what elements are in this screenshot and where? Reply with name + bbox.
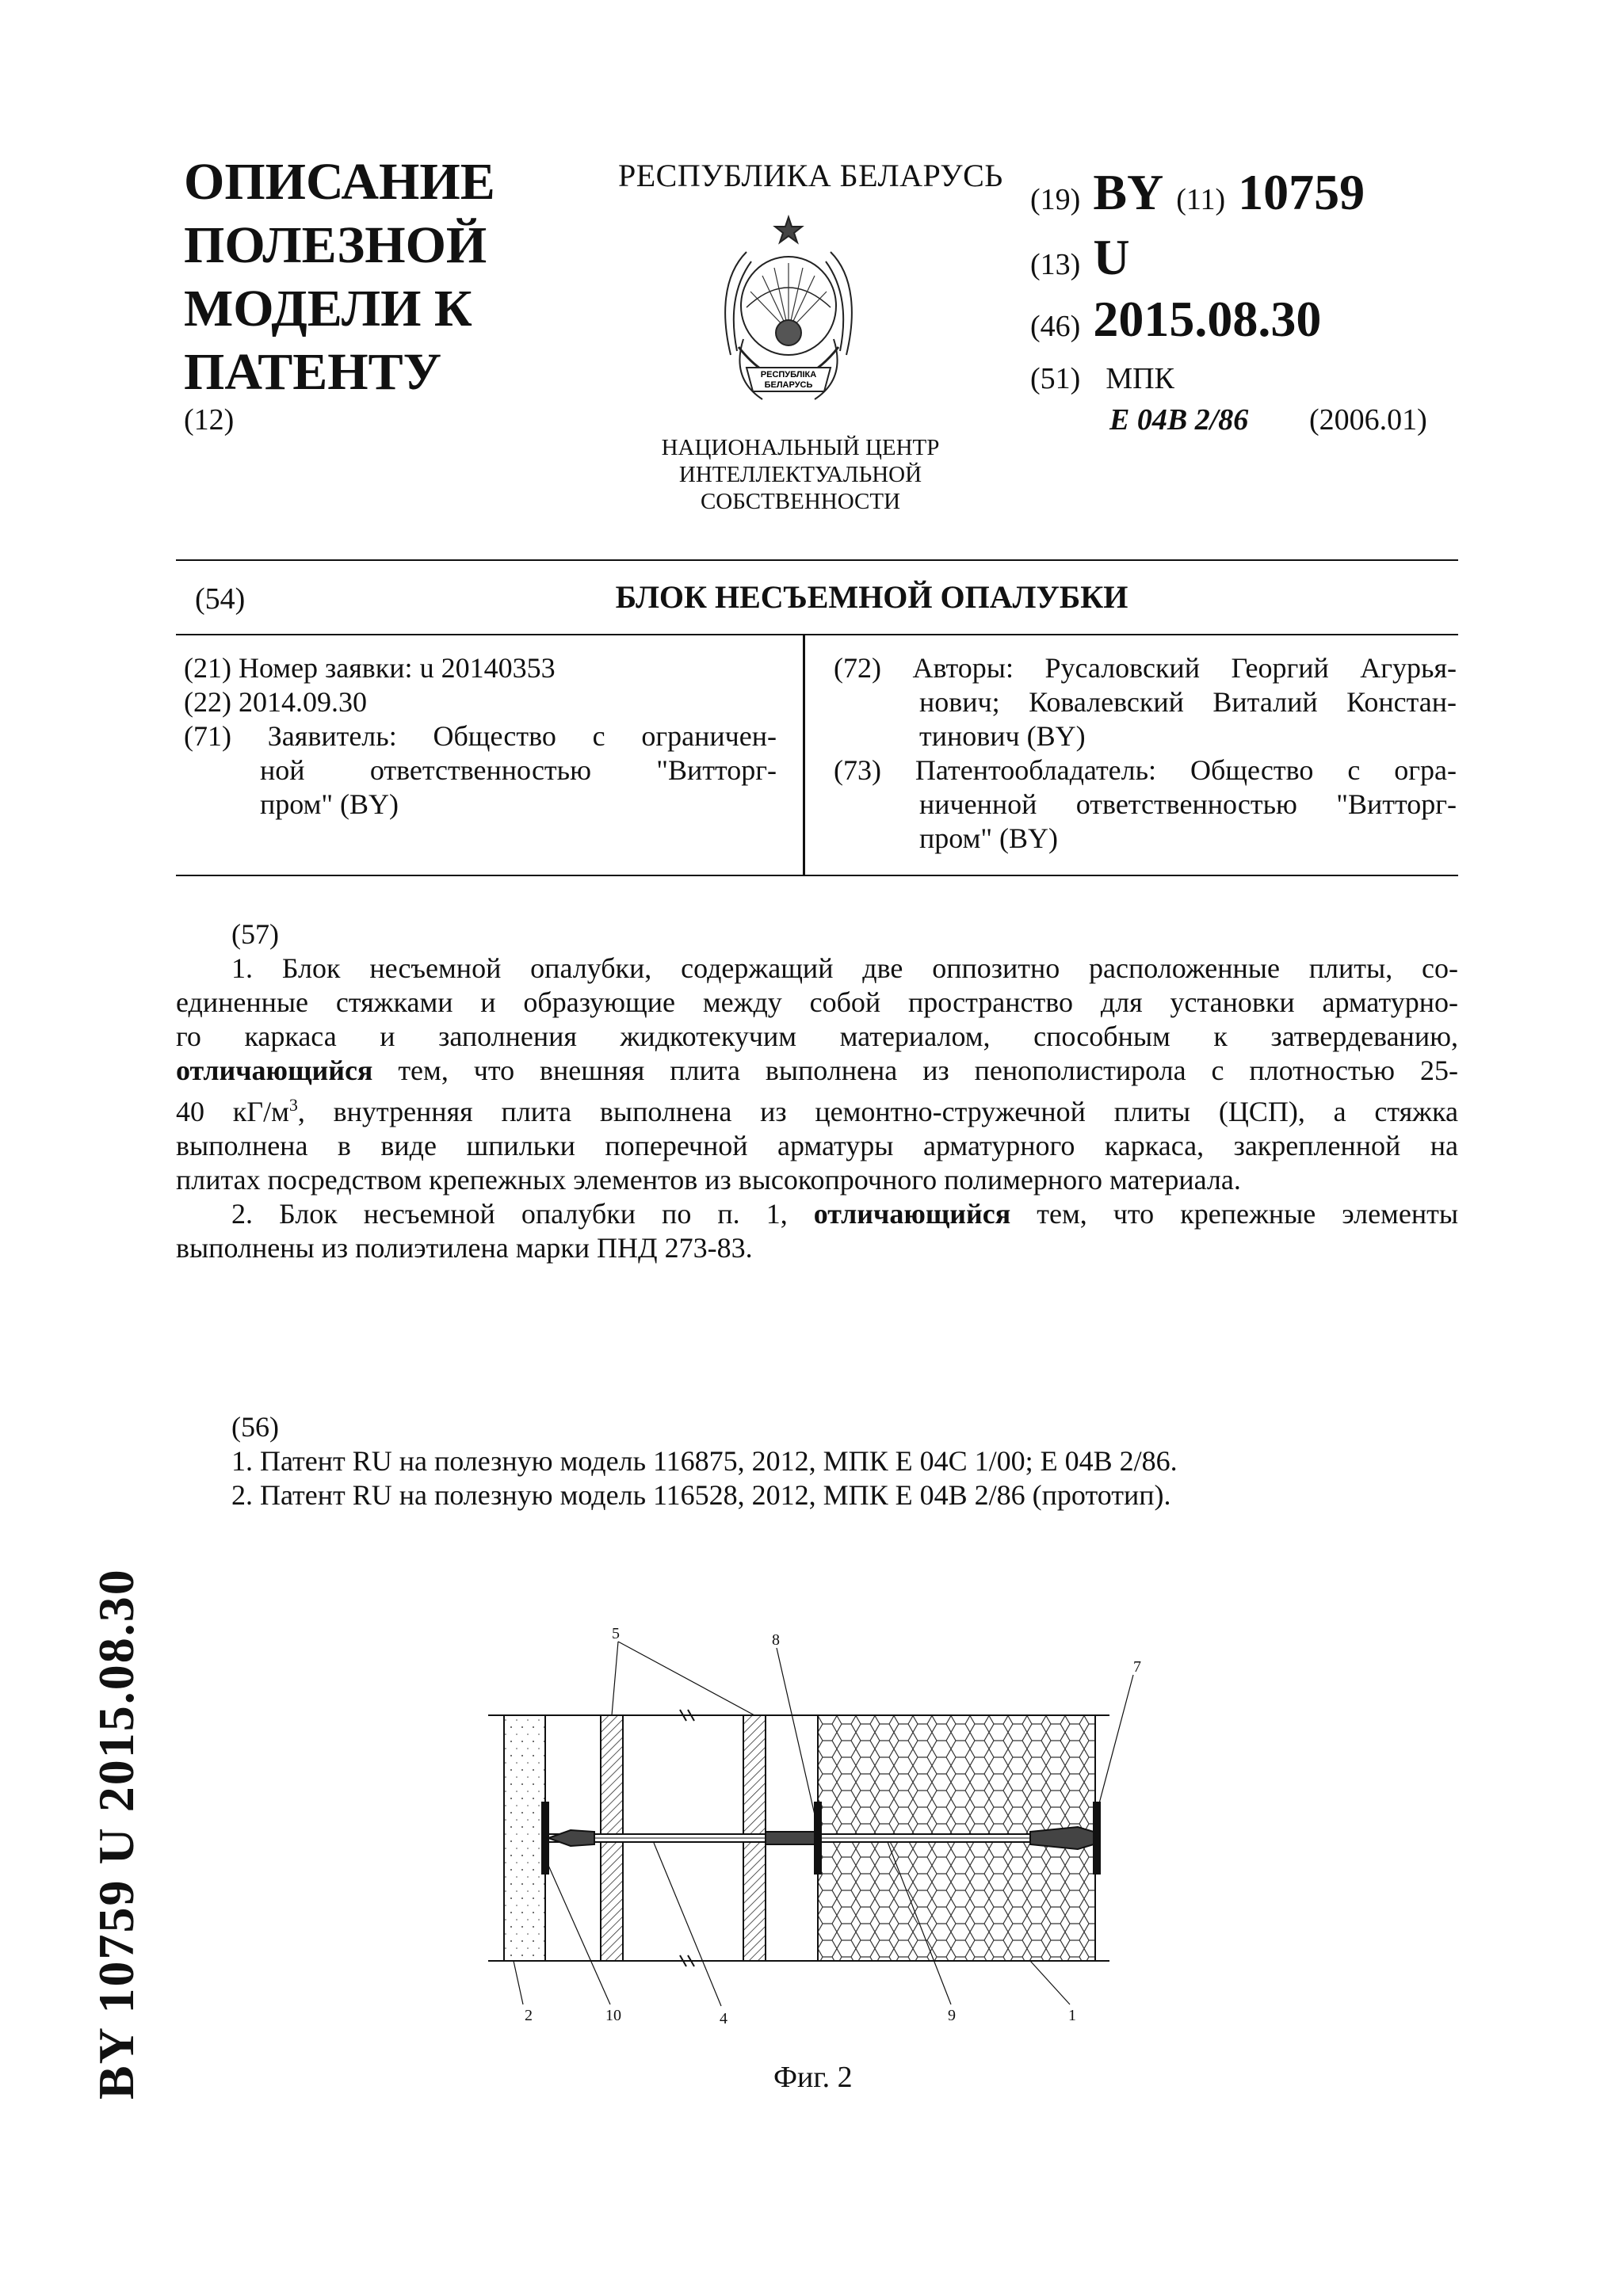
claim-1-line: выполнена в виде шпильки поперечной арматуры арматурного каркаса, закрепленной на [176, 1130, 1458, 1161]
figure-label: 9 [948, 2007, 956, 2024]
state-emblem [715, 212, 862, 423]
title-line: ПАТЕНТУ [184, 343, 442, 401]
biblio-line: (73) Патентообладатель: Общество с огра- [834, 754, 1457, 786]
leader-line [514, 1961, 523, 2004]
leader-line [1030, 1961, 1070, 2004]
references-code: (56) [231, 1411, 279, 1443]
reference-item: 1. Патент RU на полезную модель 116875, 2012, МПК E 04C 1/00; E 04B 2/86. [231, 1445, 1178, 1477]
code-19: (19) [1030, 183, 1081, 216]
claim-1-density: 40 кГ/м [176, 1096, 289, 1127]
title-line: ПОЛЕЗНОЙ [184, 216, 487, 274]
biblio-bottom-rule [176, 875, 1458, 876]
id-row-51 [1030, 361, 1174, 396]
code-13: (13) [1030, 248, 1081, 281]
biblio-line: нович; Ковалевский Виталий Констан- [919, 686, 1457, 718]
fastener [1094, 1802, 1100, 1874]
kind-code: U [1093, 229, 1130, 285]
biblio-line: (72) Авторы: Русаловский Георгий Агурья- [834, 652, 1457, 684]
claim-1-line [176, 1054, 1458, 1088]
code-54: (54) [195, 582, 246, 616]
claim-1-text: , внутренняя плита выполнена из цемонтно-стружечной плиты (ЦСП), а стяжка [297, 1096, 1458, 1127]
emblem-text-line: РЕСПУБЛІКА [760, 370, 817, 379]
claim-1-line: 1. Блок несъемной опалубки, содержащий две оппозитно расположенные плиты, со- [231, 952, 1458, 984]
claims-section [176, 917, 1458, 1265]
figure-label: 7 [1133, 1658, 1141, 1676]
biblio-line: (71) Заявитель: Общество с ограничен- [184, 720, 777, 752]
document-title [184, 151, 564, 404]
biblio-line: тинович (BY) [919, 720, 1086, 752]
center-line: ИНТЕЛЛЕКТУАЛЬНОЙ [678, 462, 922, 487]
center-line: СОБСТВЕННОСТИ [700, 489, 901, 514]
code-51: (51) [1030, 362, 1081, 395]
leader-line [777, 1648, 818, 1829]
figure-label: 10 [605, 2007, 621, 2024]
biblio-line: ной ответственностью "Витторг- [260, 754, 777, 786]
claim-2-text: тем, что крепежные элементы [1010, 1198, 1458, 1230]
figure-label: 1 [1068, 2007, 1076, 2024]
claim-2-line: выполнены из полиэтилена марки ПНД 273-83. [176, 1232, 753, 1264]
fastener-head [1030, 1827, 1094, 1849]
claim-2-keyword: отличающийся [813, 1198, 1011, 1230]
top-rule [176, 559, 1458, 561]
side-label: BY 10759 U 2015.08.30 [88, 1568, 144, 2100]
reference-item: 2. Патент RU на полезную модель 116528, 2012, МПК E 04B 2/86 (прототип). [231, 1479, 1171, 1511]
figure-label: 5 [612, 1625, 620, 1642]
title-line: ОПИСАНИЕ [184, 153, 495, 211]
biblio-line: (21) Номер заявки: u 20140353 [184, 652, 556, 684]
leader-line [612, 1642, 618, 1715]
fastener-head [548, 1830, 594, 1846]
claim-1-line: го каркаса и заполнения жидкотекучим материалом, способным к затвердеванию, [176, 1020, 1458, 1052]
claim-1-line: единенные стяжками и образующие между собой пространство для установки арматурно- [176, 986, 1458, 1018]
title-rule [176, 634, 1458, 635]
claim-2-text: 2. Блок несъемной опалубки по п. 1, [231, 1198, 814, 1230]
mpk-code: E 04B 2/86 [1109, 403, 1249, 437]
claim-1-superscript: 3 [288, 1095, 298, 1115]
mpk-year: (2006.01) [1309, 403, 1427, 437]
code-11: (11) [1176, 183, 1226, 216]
biblio-line: пром" (BY) [919, 822, 1059, 854]
center-line: НАЦИОНАЛЬНЫЙ ЦЕНТР [661, 435, 940, 460]
biblio-line: пром" (BY) [260, 788, 399, 820]
republic-name: РЕСПУБЛИКА БЕЛАРУСЬ [618, 158, 1003, 193]
figure-label: 2 [525, 2007, 533, 2024]
biblio-right [834, 651, 1457, 856]
biblio-line: ниченной ответственностью "Витторг- [919, 788, 1457, 820]
fastener [815, 1802, 821, 1874]
title-line: МОДЕЛИ К [184, 280, 472, 338]
code-46: (46) [1030, 310, 1081, 343]
fastener-head [766, 1832, 815, 1844]
code-12: (12) [184, 403, 235, 437]
figure-label: 8 [772, 1631, 780, 1649]
references-section [176, 1410, 1458, 1512]
biblio-left [184, 651, 777, 822]
claim-1-line [176, 1088, 1458, 1129]
figure-label: 4 [720, 2010, 727, 2027]
figure-2-drawing [475, 1624, 1157, 2044]
patent-number: 10759 [1238, 164, 1365, 220]
biblio-separator [803, 635, 805, 876]
particle-board-panel [504, 1715, 545, 1961]
claim-1-line: плитах посредством крепежных элементов из высокопрочного полимерного материала. [176, 1164, 1241, 1196]
claim-1-text: тем, что внешняя плита выполнена из пенополистирола с плотностью 25- [372, 1055, 1458, 1086]
leader-line [654, 1843, 721, 2006]
leader-line [618, 1642, 754, 1715]
mpk-label: МПК [1106, 362, 1174, 395]
figure-caption: Фиг. 2 [773, 2061, 853, 2094]
id-row-19 [1030, 163, 1365, 222]
claims-code: (57) [231, 918, 279, 950]
claim-1-keyword: отличающийся [176, 1055, 373, 1086]
utility-model-title: БЛОК НЕСЪЕМНОЙ ОПАЛУБКИ [615, 579, 1128, 615]
emblem-text-line: БЕЛАРУСЬ [764, 380, 813, 390]
country-code: BY [1093, 164, 1164, 220]
biblio-line: (22) 2014.09.30 [184, 686, 367, 718]
id-row-13 [1030, 228, 1130, 287]
id-row-46 [1030, 290, 1321, 349]
publication-date: 2015.08.30 [1093, 291, 1322, 347]
national-center-name [618, 434, 983, 515]
claim-2-line [176, 1197, 1458, 1231]
leader-line [1098, 1675, 1133, 1806]
